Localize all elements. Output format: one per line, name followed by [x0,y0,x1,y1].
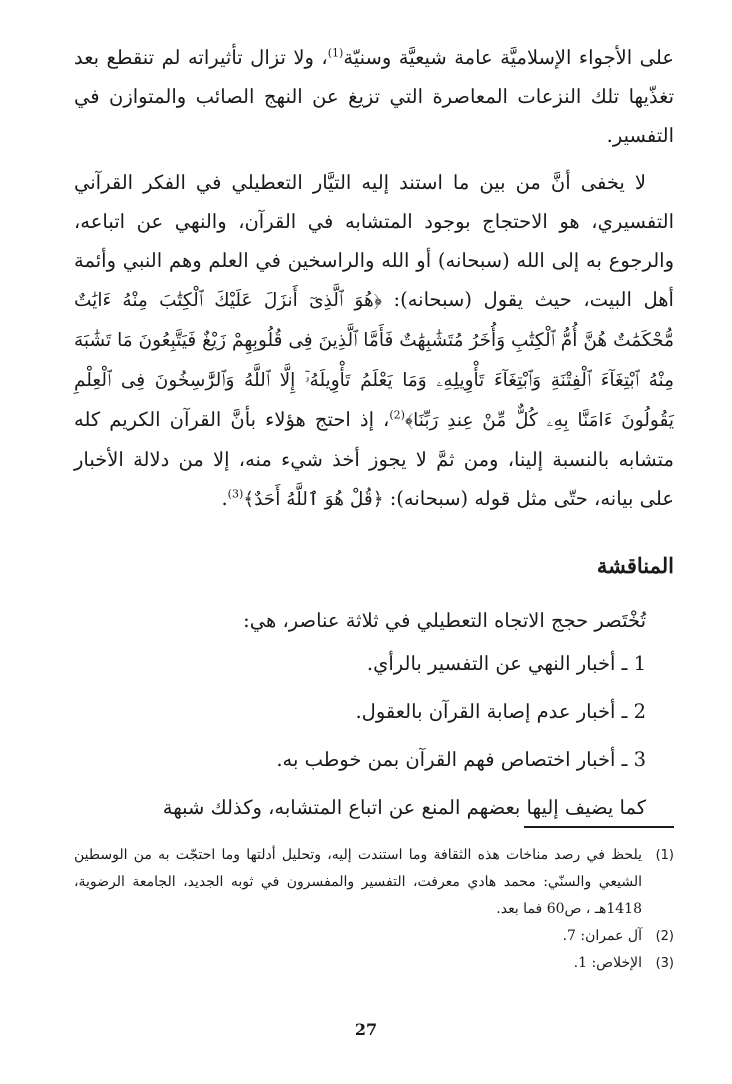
footnotes [74,842,674,977]
quran-verse: ﴿هُوَ ٱلَّذِىٓ أَنزَلَ عَلَيْكَ ٱلْكِتَٰبَ مِنْهُ ءَايَٰتٌ مُّحْكَمَٰتٌ هُنَّ أُمُّ ٱلْكِتَٰبِ وَأُخَرُ مُتَشَٰبِهَٰتٌ فَأَمَّا ٱلَّذِينَ فِى قُلُوبِهِمْ زَيْغٌ فَيَتَّبِعُونَ مَا تَشَٰبَهَ مِنْهُ ٱبْتِغَآءَ ٱلْفِتْنَةِ وَٱبْتِغَآءَ تَأْوِيلِهِۦ وَمَا يَعْلَمُ تَأْوِيلَهُۥٓ إِلَّا ٱللَّهُ وَٱلرَّٰسِخُونَ فِى ٱلْعِلْمِ يَقُولُونَ ءَامَنَّا بِهِۦ كُلٌّ مِّنْ عِندِ رَبِّنَا﴾ [74,290,674,431]
page-number: 27 [354,1020,378,1039]
footnote-text: يلحظ في رصد مناخات هذه الثقافة وما استندت إليه، وتحليل أدلتها وما احتجّت به من الوسطين الشيعي والسنّي: محمد هادي معرفت، التفسير والمفسرون في ثوبه الجديد، الجامعة الرضوية، 1418هـ ، ص60 فما بعد. [74,847,642,917]
paragraph-1-continuation: ، ولا تزال تأثيراته لم تنقطع بعد تغذّيها تلك النزعات المعاصرة التي تزيغ عن النهج الصائب والمتوازن في التفسير. [74,46,674,147]
paragraph-1-text: على الأجواء الإسلاميَّة عامة شيعيَّة وسنيّة [343,46,674,69]
closing-line: كما يضيف إليها بعضهم المنع عن اتباع المتشابه، وكذلك شبهة [162,796,646,819]
paragraph-2-end: . [221,487,228,510]
footnote-number: (2) [655,929,674,944]
footnote-ref-3[interactable]: (3) [227,487,244,501]
footnote-3 [74,950,674,977]
footnote-ref-2[interactable]: (2) [389,408,405,422]
footnote-number: (3) [655,956,674,971]
footnote-ref-1[interactable]: (1) [327,46,344,60]
footnote-divider [524,826,674,828]
footnote-2 [74,923,674,950]
paragraph-1 [74,38,674,155]
footnote-number: (1) [655,848,674,863]
list-intro: تُخْتَصر حجج الاتجاه التعطيلي في ثلاثة عناصر، هي: [243,609,646,632]
argument-list [74,640,674,784]
main-text [74,38,674,827]
paragraph-2 [74,163,674,519]
footnote-text: الإخلاص: 1. [573,955,642,971]
footnote-1 [74,842,674,923]
list-item: 2 ـ أخبار عدم إصابة القرآن بالعقول. [355,700,646,723]
list-item: 1 ـ أخبار النهي عن التفسير بالرأي. [366,652,646,675]
list-item: 3 ـ أخبار اختصاص فهم القرآن بمن خوطب به. [276,748,646,771]
paragraph-2-middle: ، إذ احتج هؤلاء بأنَّ القرآن الكريم كله متشابه بالنسبة إلينا، ومن ثمَّ لا يجوز أخذ شيء منه، إلا من دلالة الأخبار على بيانه، حتّى مثل قوله (سبحانه): [74,408,674,510]
paragraph-2-intro: لا يخفى أنَّ من بين ما استند إليه التيَّار التعطيلي في الفكر القرآني التفسيري، هو الاحتجاج بوجود المتشابه في القرآن، والنهي عن اتباعه، والرجوع به إلى الله (سبحانه) أو الله والراسخين في العلم وهم النبي وأئمة أهل البيت، حيث يقول (سبحانه): [74,171,674,311]
footnote-text: آل عمران: 7. [562,928,642,944]
quran-verse-short: ﴿قُلْ هُوَ ٱللَّهُ أَحَدٌ﴾ [243,489,384,510]
section-heading: المناقشة [596,553,674,578]
